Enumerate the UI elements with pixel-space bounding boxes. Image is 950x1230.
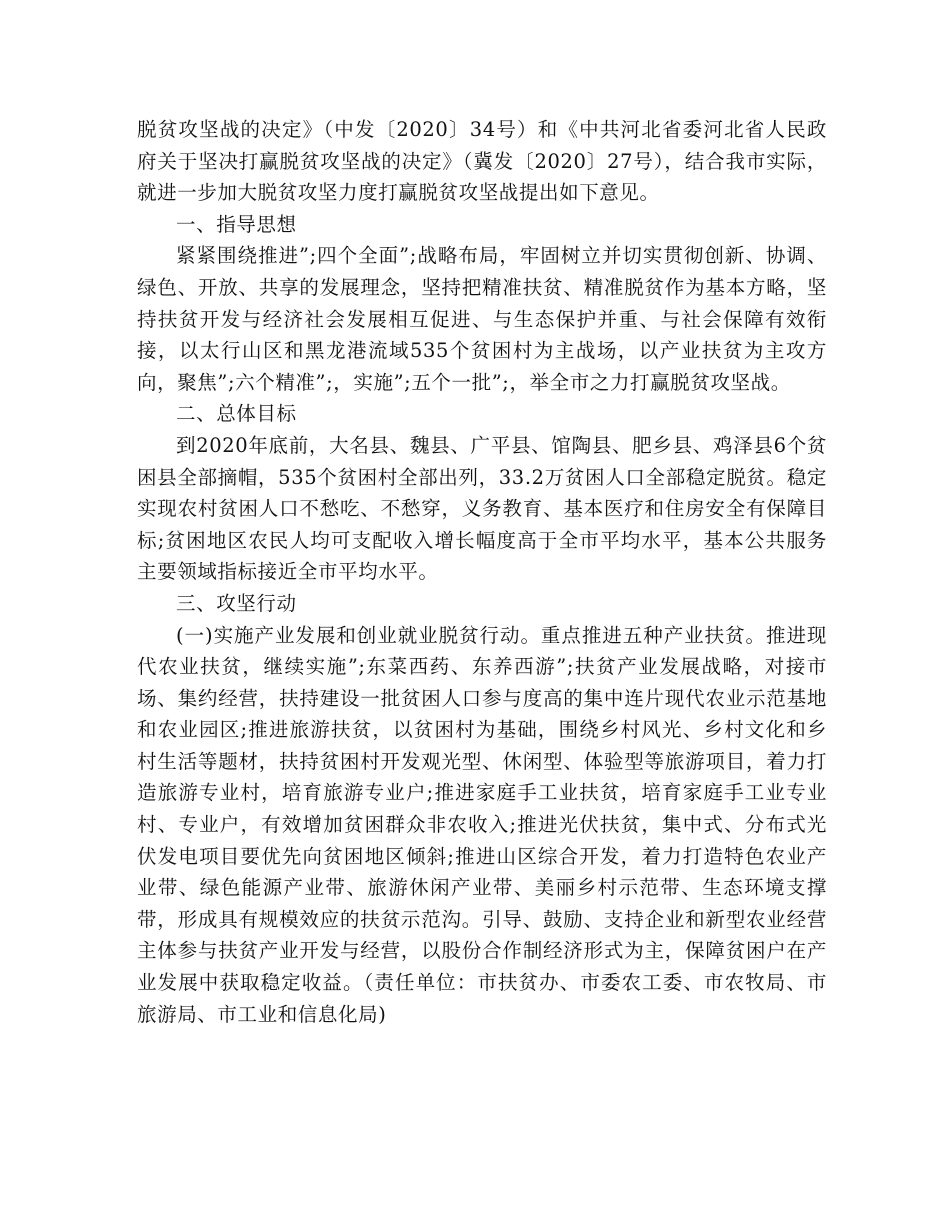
document-body xyxy=(137,114,827,1030)
key-actions-paragraph: (一)实施产业发展和创业就业脱贫行动。重点推进五种产业扶贫。推进现代农业扶贫，继续实施”;东菜西药、东养西游”;扶贫产业发展战略，对接市场、集约经营，扶持建设一批贫困人口参与度高的集中连片现代农业示范基地和农业园区;推进旅游扶贫，以贫困村为基础，围绕乡村风光、乡村文化和乡村生活等题材，扶持贫困村开发观光型、休闲型、体验型等旅游项目，着力打造旅游专业村，培育旅游专业户;推进家庭手工业扶贫，培育家庭手工业专业村、专业户，有效增加贫困群众非农收入;推进光伏扶贫，集中式、分布式光伏发电项目要优先向贫困地区倾斜;推进山区综合开发，着力打造特色农业产业带、绿色能源产业带、旅游休闲产业带、美丽乡村示范带、生态环境支撑带，形成具有规模效应的扶贫示范沟。引导、鼓励、支持企业和新型农业经营主体参与扶贫产业开发与经营，以股份合作制经济形式为主，保障贫困户在产业发展中获取稳定收益。（责任单位：市扶贫办、市委农工委、市农牧局、市旅游局、市工业和信息化局) xyxy=(137,623,827,1026)
section-heading-key-actions: 三、攻坚行动 xyxy=(176,591,297,615)
section-heading-guiding-ideology: 一、指导思想 xyxy=(176,212,297,236)
intro-paragraph: 脱贫攻坚战的决定》（中发〔2020〕34号）和《中共河北省委河北省人民政府关于坚决打赢脱贫攻坚战的决定》（冀发〔2020〕27号），结合我市实际，就进一步加大脱贫攻坚力度打赢脱贫攻坚战提出如下意见。 xyxy=(137,118,827,205)
overall-goals-paragraph: 到2020年底前，大名县、魏县、广平县、馆陶县、肥乡县、鸡泽县6个贫困县全部摘帽，535个贫困村全部出列，33.2万贫困人口全部稳定脱贫。稳定实现农村贫困人口不愁吃、不愁穿，义务教育、基本医疗和住房安全有保障目标;贫困地区农民人均可支配收入增长幅度高于全市平均水平，基本公共服务主要领域指标接近全市平均水平。 xyxy=(137,433,827,584)
guiding-ideology-paragraph: 紧紧围绕推进”;四个全面”;战略布局，牢固树立并切实贯彻创新、协调、绿色、开放、共享的发展理念，坚持把精准扶贫、精准脱贫作为基本方略，坚持扶贫开发与经济社会发展相互促进、与生态保护并重、与社会保障有效衔接，以太行山区和黑龙港流域535个贫困村为主战场，以产业扶贫为主攻方向，聚焦”;六个精准”;，实施”;五个一批”;，举全市之力打赢脱贫攻坚战。 xyxy=(137,244,827,394)
section-heading-overall-goals: 二、总体目标 xyxy=(176,402,297,426)
